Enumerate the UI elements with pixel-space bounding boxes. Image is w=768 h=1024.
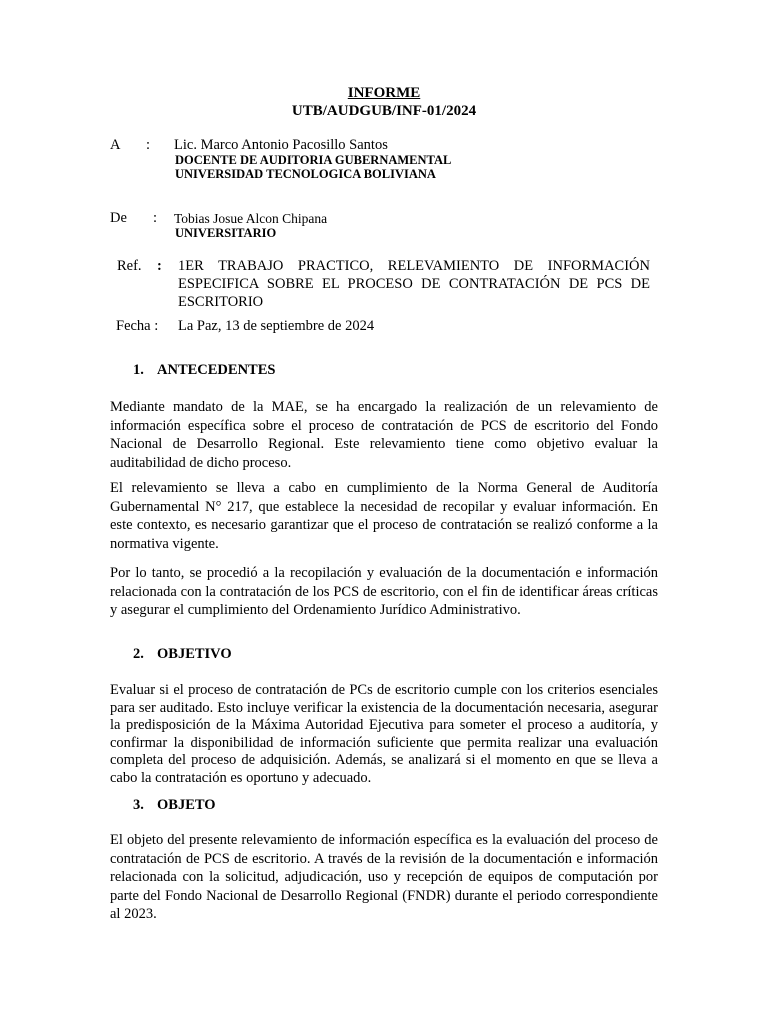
document-code: UTB/AUDGUB/INF-01/2024 (291, 103, 477, 119)
section-1-paragraph-1: Mediante mandato de la MAE, se ha encargado la realización de un relevamiento de información específica sobre el proceso de contratación de PCS de escritorio del Fondo Nacional de Desarrollo Regional. Este relevamiento tiene como objetivo evaluar la auditabilidad de dicho proceso. (110, 399, 658, 471)
section-1-number: 1. (133, 362, 144, 378)
ref-colon: : (157, 258, 162, 274)
document-title: INFORME (347, 85, 421, 101)
date-text: La Paz, 13 de septiembre de 2024 (178, 318, 375, 334)
section-1-paragraph-2: El relevamiento se lleva a cabo en cumplimiento de la Norma General de Auditoría Gubernamental N° 217, que establece la necesidad de recopilar y evaluar información. En este contexto, es necesario garantizar que el proceso de contratación se realizó conforme a la normativa vigente. (110, 480, 658, 552)
from-colon: : (153, 210, 158, 226)
section-3-paragraph-1: El objeto del presente relevamiento de información específica es la evaluación del proceso de contratación de PCS de escritorio. A través de la revisión de la documentación e información relacionada con la solicitud, adjudicación, uso y recepción de equipos de computación por parte del Fondo Nacional de Desarrollo Regional (FNDR) durante el periodo correspondiente al 2023. (110, 832, 658, 922)
to-colon: : (146, 137, 151, 153)
section-3-number: 3. (133, 797, 144, 813)
from-role: UNIVERSITARIO (175, 226, 277, 240)
to-label: A (110, 137, 121, 153)
to-name: Lic. Marco Antonio Pacosillo Santos (174, 137, 388, 153)
section-1-title: ANTECEDENTES (157, 362, 276, 378)
section-2-title: OBJETIVO (157, 646, 232, 662)
date-label: Fecha : (116, 318, 159, 334)
from-name: Tobias Josue Alcon Chipana (174, 211, 328, 226)
to-role: DOCENTE DE AUDITORIA GUBERNAMENTAL (175, 153, 452, 167)
to-institution: UNIVERSIDAD TECNOLOGICA BOLIVIANA (175, 167, 436, 181)
ref-text: 1ER TRABAJO PRACTICO, RELEVAMIENTO DE INFORMACIÓN ESPECIFICA SOBRE EL PROCESO DE CONTRATACIÓN DE PCS DE ESCRITORIO (178, 258, 650, 310)
section-3-title: OBJETO (157, 797, 216, 813)
ref-label: Ref. (117, 258, 142, 274)
section-2-paragraph-1: Evaluar si el proceso de contratación de PCs de escritorio cumple con los criterios esenciales para ser auditado. Esto incluye verificar la existencia de la documentación necesaria, asegurar la predisposición de la Máxima Autoridad Ejecutiva para someter el proceso a auditoría, y confirmar la disponibilidad de información suficiente que permita realizar una evaluación completa del proceso de adquisición. Además, se analizará si el momento en que se lleva a cabo la contratación es oportuno y adecuado. (110, 682, 658, 786)
section-1-paragraph-3: Por lo tanto, se procedió a la recopilación y evaluación de la documentación e información relacionada con la contratación de los PCS de escritorio, con el fin de identificar áreas críticas y asegurar el cumplimiento del Ordenamiento Jurídico Administrativo. (110, 565, 658, 618)
from-label: De (110, 210, 127, 226)
section-2-number: 2. (133, 646, 144, 662)
